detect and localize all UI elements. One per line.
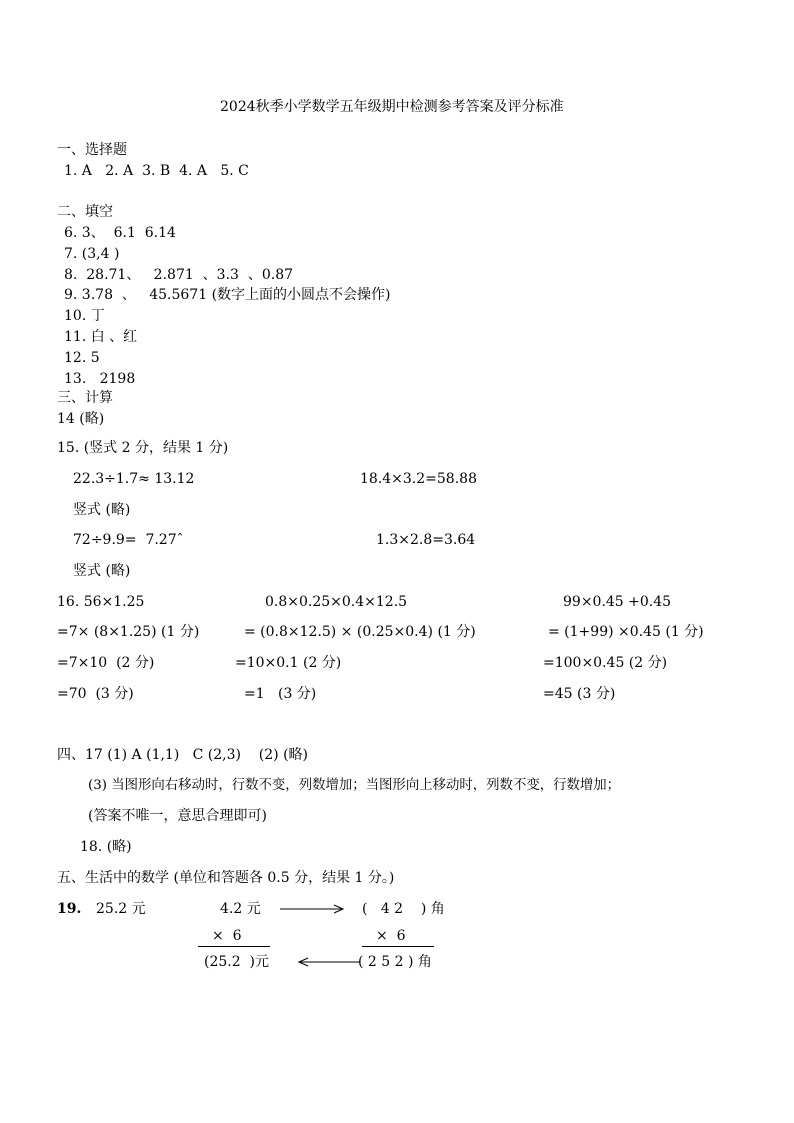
fill-line-11: 11. 白 、红: [64, 329, 138, 345]
section-1-answers: 1. A 2. A 3. B 4. A 5. C: [64, 163, 249, 179]
fill-line-7: 7. (3,4 ): [64, 246, 120, 262]
work-top-right: ( 4 2 ) 角: [362, 901, 445, 917]
work-mult-right: × 6: [376, 928, 406, 944]
question-14: 14 (略): [57, 411, 105, 427]
vertical-note-2: 竖式 (略): [73, 563, 131, 579]
fill-line-8: 8. 28.71、 2.871 、3.3 、0.87: [64, 267, 294, 283]
work-top-left: 4.2 元: [220, 901, 261, 917]
work-underline-left: [198, 946, 270, 947]
calc-1-right: 18.4×3.2=58.88: [360, 471, 477, 487]
work-bottom-right: ( 2 5 2 ) 角: [358, 954, 432, 970]
work-bottom-left: (25.2 )元: [204, 954, 269, 970]
section-3-heading: 三、计算: [57, 390, 113, 406]
q16-col2-line4: =1 (3 分): [244, 686, 317, 702]
calc-1-left: 22.3÷1.7≈ 13.12: [73, 471, 195, 487]
q16-col2-line1: 0.8×0.25×0.4×12.5: [265, 594, 408, 610]
right-arrow-icon: [280, 902, 346, 916]
q16-col3-line2: = (1+99) ×0.45 (1 分): [548, 624, 704, 640]
work-mult-left: × 6: [212, 928, 242, 944]
fill-line-10: 10. 丁: [64, 308, 105, 324]
question-15: 15. (竖式 2 分，结果 1 分): [57, 440, 229, 456]
section-1-heading: 一、选择题: [57, 142, 127, 158]
page-title: 2024秋季小学数学五年级期中检测参考答案及评分标准: [220, 99, 564, 115]
fill-line-9: 9. 3.78 、 45.5671 (数字上面的小圆点不会操作): [64, 287, 391, 303]
fill-line-13: 13. 2198: [64, 371, 136, 387]
q16-col1-line2: =7× (8×1.25) (1 分): [57, 624, 200, 640]
section-5-heading: 五、生活中的数学 (单位和答题各 0.5 分，结果 1 分。): [57, 870, 395, 886]
q16-col1-line4: =70 (3 分): [57, 686, 134, 702]
section-4-line4: 18. (略): [80, 839, 132, 855]
q16-col2-line3: =10×0.1 (2 分): [235, 655, 342, 671]
section-4-line2: (3) 当图形向右移动时，行数不变，列数增加；当图形向上移动时，列数不变，行数增加；: [88, 778, 621, 793]
q16-col3-line4: =45 (3 分): [543, 686, 616, 702]
q16-col1-line3: =7×10 (2 分): [57, 655, 155, 671]
vertical-note-1: 竖式 (略): [73, 502, 131, 518]
section-4-line3: (答案不唯一，意思合理即可): [88, 808, 267, 824]
section-4-line1: 四、17 (1) A (1,1) C (2,3) (2) (略): [57, 747, 309, 763]
work-underline-right: [362, 946, 434, 947]
q16-col1-line1: 16. 56×1.25: [57, 594, 145, 610]
calc-2-right: 1.3×2.8=3.64: [376, 532, 476, 548]
left-arrow-icon: [298, 955, 360, 969]
calc-2-left: 72÷9.9= 7.27ˆ: [73, 532, 184, 548]
fill-line-12: 12. 5: [64, 350, 100, 366]
question-19-number: 19.: [57, 901, 82, 917]
question-19-answer: 25.2 元: [96, 901, 146, 917]
q16-col3-line1: 99×0.45 +0.45: [563, 594, 672, 610]
section-2-heading: 二、填空: [57, 204, 113, 220]
q16-col3-line3: =100×0.45 (2 分): [543, 655, 668, 671]
q16-col2-line2: = (0.8×12.5) × (0.25×0.4) (1 分): [244, 624, 476, 640]
fill-line-6: 6. 3、 6.1 6.14: [64, 225, 176, 241]
